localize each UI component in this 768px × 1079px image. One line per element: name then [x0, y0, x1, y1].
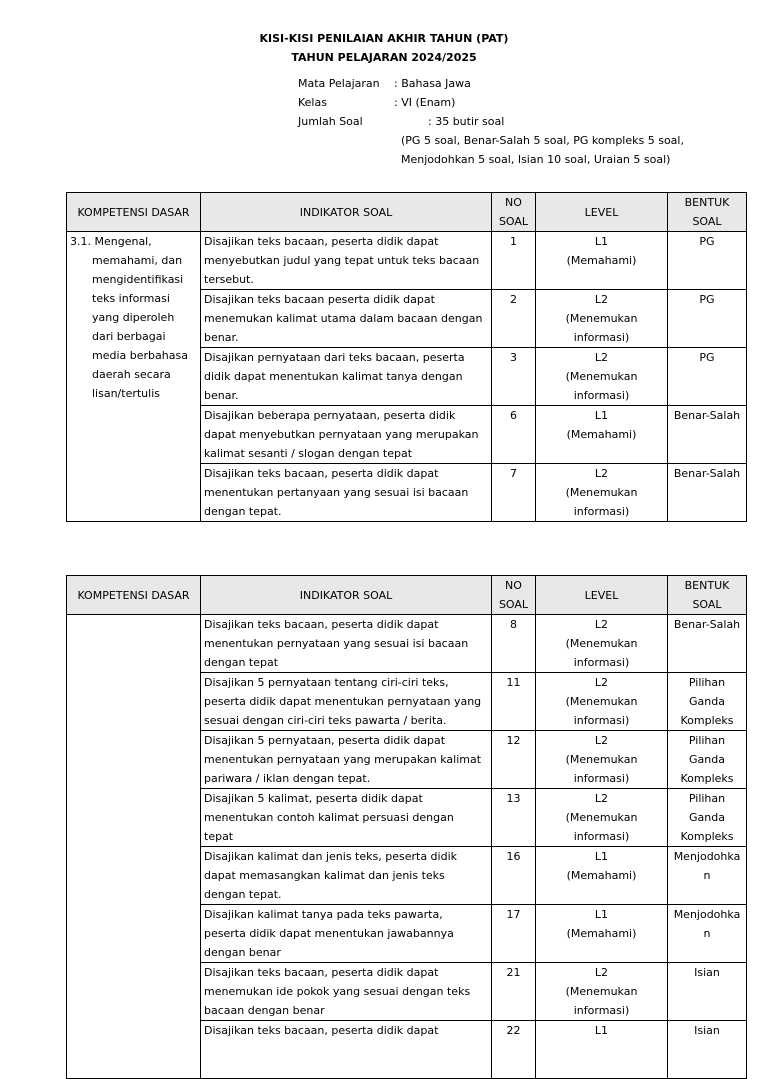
indikator-cell [201, 1021, 492, 1079]
no-soal-cell: 6 [492, 406, 536, 464]
indikator-cell [201, 232, 492, 290]
level-cell [536, 963, 668, 1021]
indikator-cell [201, 348, 492, 406]
level-line: informasi) [573, 656, 630, 669]
bentuk-line: Benar-Salah [673, 618, 741, 631]
bentuk-line: Isian [694, 966, 720, 979]
indikator-cell [201, 673, 492, 731]
kd-text-line: daerah secara [92, 368, 171, 381]
level-line: informasi) [573, 772, 630, 785]
indikator-line [204, 1059, 488, 1078]
bentuk-line: PG [699, 351, 715, 364]
bentuk-line: Pilihan [688, 734, 726, 747]
indikator-line: dengan tepat. [204, 505, 282, 518]
bentuk-soal-cell [668, 847, 747, 905]
indikator-line: Disajikan pernyataan dari teks bacaan, peserta [204, 351, 465, 364]
header-indikator-soal: INDIKATOR SOAL [201, 193, 492, 232]
bentuk-line: Kompleks [680, 830, 734, 843]
level-line: (Menemukan [565, 637, 638, 650]
level-line: L2 [594, 966, 609, 979]
kisi-table-1 [66, 192, 747, 522]
indikator-cell [201, 905, 492, 963]
document-subtitle: TAHUN PELAJARAN 2024/2025 [291, 51, 477, 64]
level-cell [536, 615, 668, 673]
meta-jumlah-label: Jumlah Soal [298, 115, 363, 128]
no-soal-cell: 8 [492, 615, 536, 673]
no-soal-cell: 1 [492, 232, 536, 290]
level-line [539, 1040, 664, 1059]
level-cell [536, 789, 668, 847]
indikator-line: Disajikan kalimat dan jenis teks, peserta didik [204, 850, 458, 863]
bentuk-line: Pilihan [688, 792, 726, 805]
indikator-line: tersebut. [204, 273, 254, 286]
indikator-cell [201, 963, 492, 1021]
bentuk-soal-cell [668, 731, 747, 789]
indikator-cell [201, 406, 492, 464]
indikator-line: Disajikan teks bacaan, peserta didik dapat [204, 467, 439, 480]
bentuk-line: Benar-Salah [673, 467, 741, 480]
document-title: KISI-KISI PENILAIAN AKHIR TAHUN (PAT) [259, 32, 509, 45]
level-line: L1 [594, 235, 609, 248]
bentuk-line: Benar-Salah [673, 409, 741, 422]
bentuk-line: PG [699, 293, 715, 306]
no-soal-cell: 7 [492, 464, 536, 522]
header-bentuk-soal [668, 576, 747, 615]
kd-text-line: dari berbagai [92, 330, 166, 343]
level-line: informasi) [573, 830, 630, 843]
level-cell [536, 905, 668, 963]
level-line: informasi) [573, 389, 630, 402]
level-cell [536, 290, 668, 348]
indikator-line: Disajikan 5 kalimat, peserta didik dapat [204, 792, 423, 805]
bentuk-soal-cell [668, 232, 747, 290]
level-line: L2 [594, 293, 609, 306]
indikator-line: menemukan ide pokok yang sesuai dengan teks [204, 985, 471, 998]
indikator-line: menemukan kalimat utama dalam bacaan dengan [204, 312, 483, 325]
indikator-line: benar. [204, 331, 239, 344]
level-line: (Memahami) [566, 254, 637, 267]
level-line: L1 [594, 1024, 609, 1037]
bentuk-line: Menjodohka [673, 850, 741, 863]
level-cell [536, 464, 668, 522]
meta-mapel-label: Mata Pelajaran [298, 77, 380, 90]
indikator-line: menyebutkan judul yang tepat untuk teks bacaan [204, 254, 480, 267]
indikator-line: menentukan pertanyaan yang sesuai isi bacaan [204, 486, 469, 499]
bentuk-soal-cell [668, 1021, 747, 1079]
level-line: L2 [594, 467, 609, 480]
bentuk-soal-cell [668, 615, 747, 673]
level-cell [536, 847, 668, 905]
level-line: (Menemukan [565, 486, 638, 499]
level-line: informasi) [573, 331, 630, 344]
bentuk-soal-cell [668, 963, 747, 1021]
indikator-cell [201, 847, 492, 905]
indikator-line: bacaan dengan benar [204, 1004, 325, 1017]
level-line: L1 [594, 850, 609, 863]
bentuk-line: n [703, 927, 711, 940]
header-bentuk-line2: SOAL [692, 215, 722, 228]
header-level: LEVEL [536, 193, 668, 232]
indikator-line: benar. [204, 389, 239, 402]
meta-detail-line1: (PG 5 soal, Benar-Salah 5 soal, PG kompleks 5 soal, [401, 134, 684, 147]
level-line: informasi) [573, 505, 630, 518]
meta-jumlah-value: : 35 butir soal [428, 115, 505, 128]
level-cell [536, 348, 668, 406]
kd-text-line: yang diperoleh [92, 311, 175, 324]
table-1-body [67, 232, 747, 522]
header-kompetensi-dasar: KOMPETENSI DASAR [67, 193, 201, 232]
meta-mapel-value: : Bahasa Jawa [394, 77, 471, 90]
level-line: L2 [594, 792, 609, 805]
level-cell [536, 673, 668, 731]
meta-kelas-value: : VI (Enam) [394, 96, 456, 109]
indikator-line: menentukan pernyataan yang merupakan kalimat [204, 753, 482, 766]
level-line: (Menemukan [565, 312, 638, 325]
level-cell [536, 232, 668, 290]
no-soal-cell: 21 [492, 963, 536, 1021]
level-line: (Memahami) [566, 869, 637, 882]
bentuk-line: Ganda [689, 695, 725, 708]
level-line: informasi) [573, 714, 630, 727]
indikator-cell [201, 464, 492, 522]
bentuk-line: Pilihan [688, 676, 726, 689]
level-line: (Menemukan [565, 985, 638, 998]
kd-text-line: media berbahasa [92, 349, 188, 362]
bentuk-line: Ganda [689, 811, 725, 824]
bentuk-soal-cell [668, 905, 747, 963]
level-cell [536, 1021, 668, 1079]
indikator-cell [201, 789, 492, 847]
bentuk-line: PG [699, 235, 715, 248]
level-line: (Memahami) [566, 927, 637, 940]
kd-text-line: 3.1. Mengenal, [70, 235, 152, 248]
header-no-soal [492, 193, 536, 232]
indikator-line: menentukan pernyataan yang sesuai isi bacaan [204, 637, 469, 650]
bentuk-line: Menjodohka [673, 908, 741, 921]
level-line: (Menemukan [565, 695, 638, 708]
indikator-line: peserta didik dapat menentukan pernyataan yang [204, 695, 482, 708]
bentuk-soal-cell [668, 406, 747, 464]
header-indikator-soal: INDIKATOR SOAL [201, 576, 492, 615]
indikator-cell [201, 290, 492, 348]
header-no-line1: NO [505, 579, 522, 592]
header-bentuk-line1: BENTUK [684, 579, 730, 592]
kd-text-line: lisan/tertulis [92, 387, 160, 400]
no-soal-cell: 13 [492, 789, 536, 847]
kd-text-line: teks informasi [92, 292, 170, 305]
indikator-line: kalimat sesanti / slogan dengan tepat [204, 447, 413, 460]
indikator-line: Disajikan 5 pernyataan tentang ciri-ciri teks, [204, 676, 449, 689]
indikator-line: dengan benar [204, 946, 281, 959]
level-line: L2 [594, 734, 609, 747]
indikator-line: tepat [204, 830, 234, 843]
no-soal-cell: 12 [492, 731, 536, 789]
indikator-line: Disajikan teks bacaan, peserta didik dapat [204, 235, 439, 248]
bentuk-soal-cell [668, 673, 747, 731]
indikator-line: dengan tepat. [204, 888, 282, 901]
bentuk-soal-cell [668, 789, 747, 847]
indikator-line: didik dapat menentukan kalimat tanya dengan [204, 370, 463, 383]
level-line: L2 [594, 676, 609, 689]
bentuk-line: Ganda [689, 753, 725, 766]
level-line [539, 1059, 664, 1078]
indikator-line: Disajikan beberapa pernyataan, peserta didik [204, 409, 456, 422]
indikator-line: sesuai dengan ciri-ciri teks pawarta / berita. [204, 714, 447, 727]
indikator-cell [201, 615, 492, 673]
bentuk-soal-cell [668, 348, 747, 406]
level-line: (Menemukan [565, 753, 638, 766]
indikator-line: Disajikan teks bacaan peserta didik dapat [204, 293, 435, 306]
indikator-cell [201, 731, 492, 789]
level-line: informasi) [573, 1004, 630, 1017]
level-cell [536, 406, 668, 464]
indikator-line: peserta didik dapat menentukan jawabannya [204, 927, 454, 940]
meta-detail-line2: Menjodohkan 5 soal, Isian 10 soal, Uraian 5 soal) [401, 153, 671, 166]
no-soal-cell: 2 [492, 290, 536, 348]
table-row [67, 615, 747, 673]
level-line: (Menemukan [565, 370, 638, 383]
kompetensi-dasar-cell [67, 615, 201, 1079]
bentuk-soal-cell [668, 290, 747, 348]
header-bentuk-soal [668, 193, 747, 232]
no-soal-cell: 3 [492, 348, 536, 406]
header-no-line1: NO [505, 196, 522, 209]
table-row [67, 232, 747, 290]
bentuk-line: Isian [694, 1024, 720, 1037]
indikator-line: dengan tepat [204, 656, 279, 669]
header-kompetensi-dasar: KOMPETENSI DASAR [67, 576, 201, 615]
level-line: L1 [594, 908, 609, 921]
indikator-line: menentukan contoh kalimat persuasi dengan [204, 811, 454, 824]
table-1-header [67, 193, 747, 232]
table-2-body [67, 615, 747, 1079]
level-line: (Memahami) [566, 428, 637, 441]
indikator-line [204, 1040, 488, 1059]
indikator-line: Disajikan teks bacaan, peserta didik dapat [204, 966, 439, 979]
indikator-line: Disajikan kalimat tanya pada teks pawarta, [204, 908, 443, 921]
indikator-line: dapat menyebutkan pernyataan yang merupakan [204, 428, 479, 441]
indikator-line: Disajikan teks bacaan, peserta didik dapat [204, 618, 439, 631]
meta-kelas-label: Kelas [298, 96, 327, 109]
indikator-line: Disajikan 5 pernyataan, peserta didik dapat [204, 734, 446, 747]
no-soal-cell: 22 [492, 1021, 536, 1079]
bentuk-line: Kompleks [680, 772, 734, 785]
kisi-table-2 [66, 575, 747, 1079]
kompetensi-dasar-cell [67, 232, 201, 522]
level-cell [536, 731, 668, 789]
kd-text-line: mengidentifikasi [92, 273, 184, 286]
level-line: L2 [594, 618, 609, 631]
bentuk-line: n [703, 869, 711, 882]
no-soal-cell: 11 [492, 673, 536, 731]
header-no-line2: SOAL [498, 215, 529, 228]
no-soal-cell: 17 [492, 905, 536, 963]
table-2-header [67, 576, 747, 615]
indikator-line: dapat memasangkan kalimat dan jenis teks [204, 869, 445, 882]
kd-text-line: memahami, dan [92, 254, 183, 267]
header-bentuk-line1: BENTUK [684, 196, 730, 209]
bentuk-line: Kompleks [680, 714, 734, 727]
no-soal-cell: 16 [492, 847, 536, 905]
indikator-line: Disajikan teks bacaan, peserta didik dapat [204, 1024, 439, 1037]
header-level: LEVEL [536, 576, 668, 615]
indikator-line: pariwara / iklan dengan tepat. [204, 772, 371, 785]
level-line: L1 [594, 409, 609, 422]
header-no-soal [492, 576, 536, 615]
bentuk-soal-cell [668, 464, 747, 522]
level-line: (Menemukan [565, 811, 638, 824]
header-no-line2: SOAL [498, 598, 529, 611]
header-bentuk-line2: SOAL [692, 598, 722, 611]
level-line: L2 [594, 351, 609, 364]
